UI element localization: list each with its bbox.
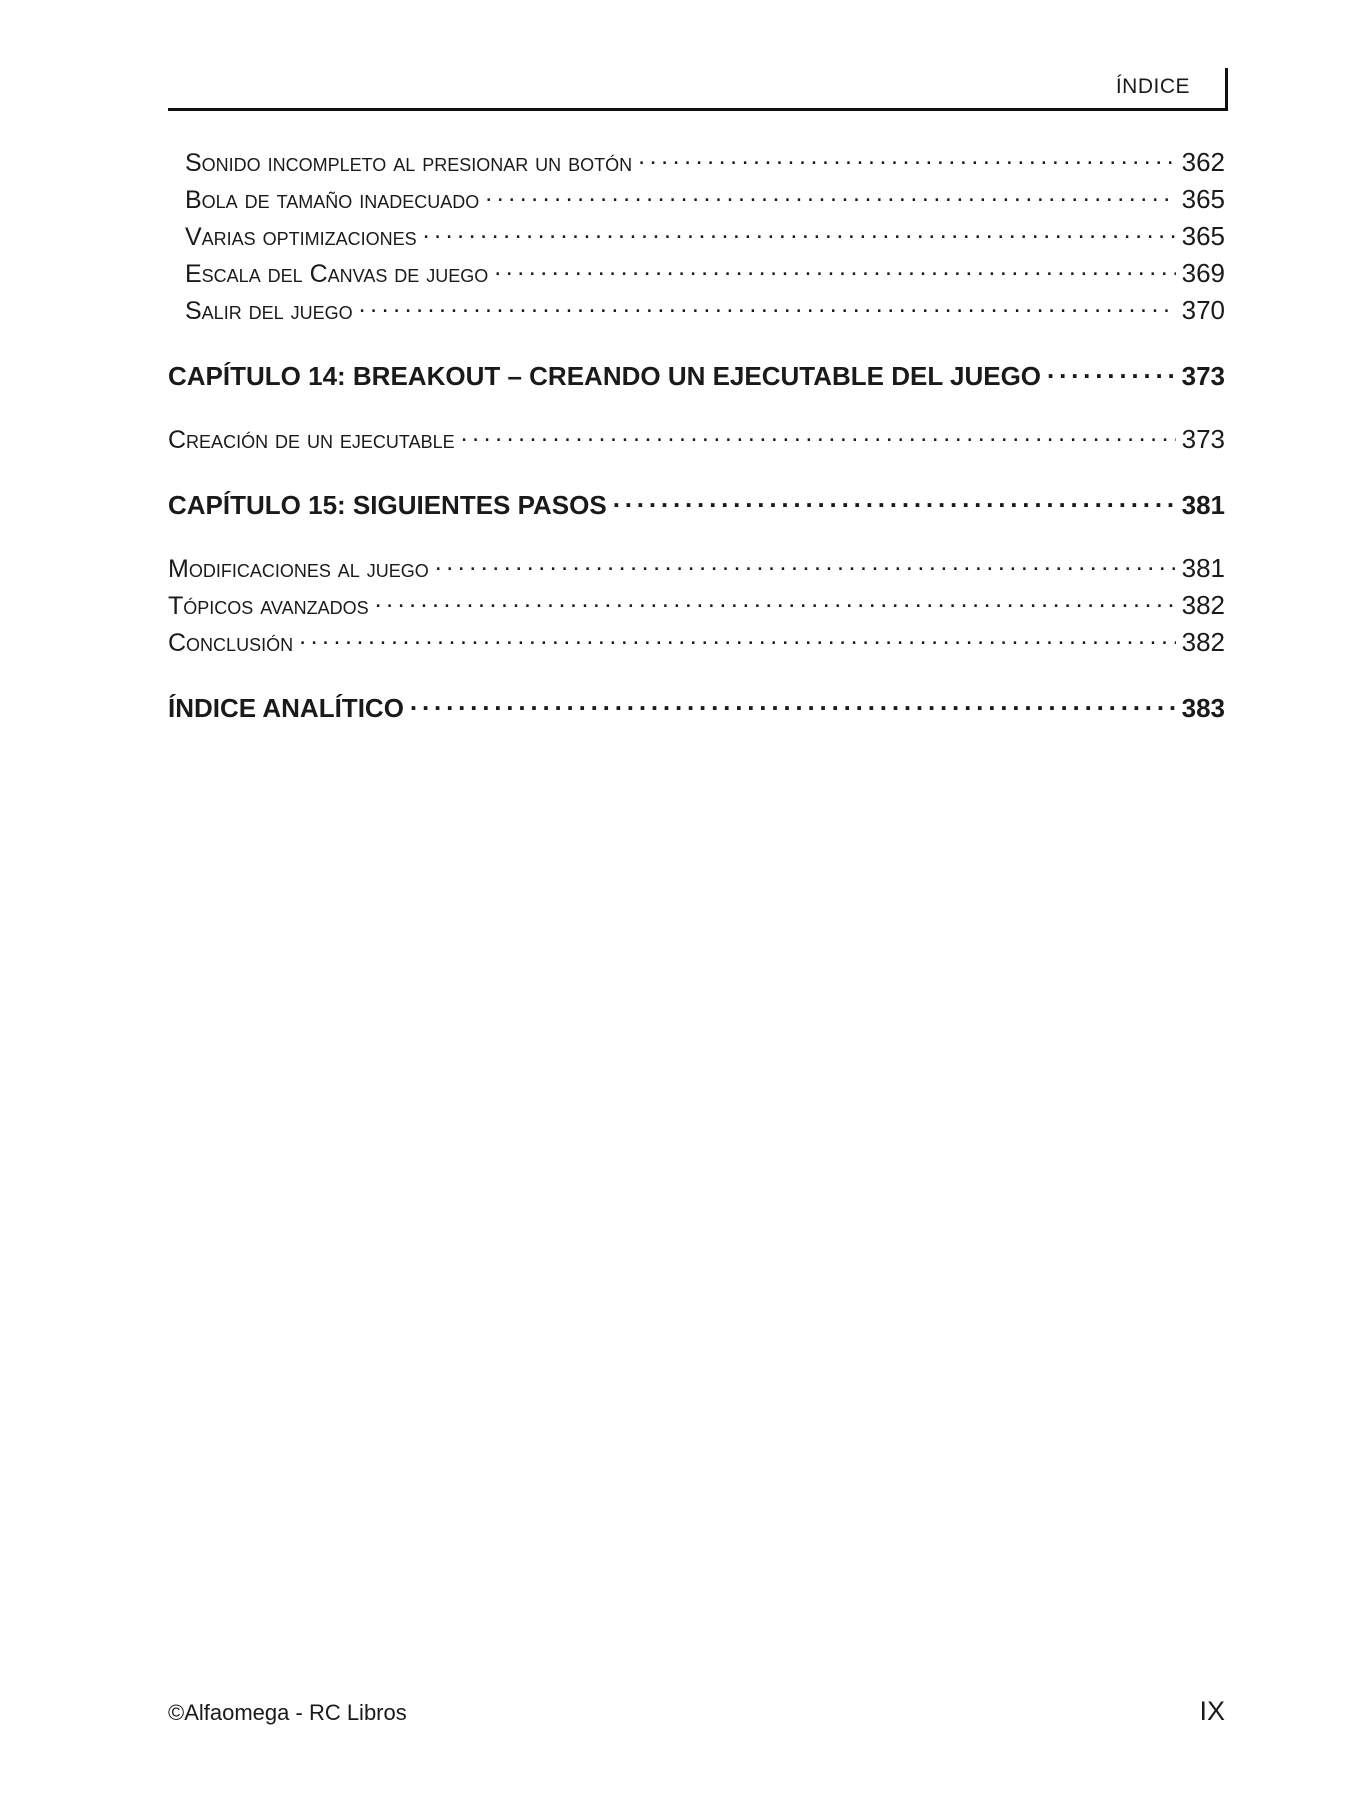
toc-entry-page: 365 [1181, 184, 1225, 214]
spacer [168, 663, 1225, 691]
spacer [168, 460, 1225, 488]
toc-entry [168, 552, 1225, 589]
toc-entry-label: Varias optimizaciones [185, 223, 417, 251]
spacer [168, 331, 1225, 359]
toc-entry [168, 294, 1225, 331]
running-header [168, 68, 1228, 111]
table-of-contents [168, 146, 1225, 731]
dot-leader [410, 691, 1176, 717]
dot-leader [435, 552, 1176, 577]
publisher-credit: ©Alfaomega - RC Libros [168, 1700, 407, 1725]
toc-entry-page: 370 [1181, 295, 1225, 325]
dot-leader [299, 626, 1176, 651]
toc-entry-label: Tópicos avanzados [168, 592, 369, 620]
toc-entry-label: Creación de un ejecutable [168, 426, 455, 454]
toc-entry-label: Escala del Canvas de juego [185, 260, 489, 288]
dot-leader [359, 294, 1176, 319]
toc-entry [168, 183, 1225, 220]
toc-entry-page: 365 [1181, 221, 1225, 251]
toc-entry-page: 373 [1181, 424, 1225, 454]
toc-entry [168, 423, 1225, 460]
toc-entry-label: Salir del juego [185, 297, 353, 325]
toc-chapter-entry [168, 691, 1225, 731]
toc-chapter-label: CAPÍTULO 14: BREAKOUT – CREANDO UN EJECUTABLE DEL JUEGO [168, 361, 1042, 391]
toc-chapter-entry [168, 488, 1225, 528]
toc-entry [168, 146, 1225, 183]
spacer [168, 528, 1225, 552]
toc-chapter-label: CAPÍTULO 15: SIGUIENTES PASOS [168, 490, 607, 520]
toc-entry [168, 257, 1225, 294]
dot-leader [461, 423, 1176, 448]
toc-entry [168, 220, 1225, 257]
toc-chapter-label: ÍNDICE ANALÍTICO [168, 693, 404, 723]
dot-leader [423, 220, 1176, 245]
running-footer [168, 1696, 1225, 1732]
toc-chapter-page: 381 [1181, 490, 1225, 520]
toc-entry-page: 369 [1181, 258, 1225, 288]
toc-chapter-page: 383 [1181, 693, 1225, 723]
toc-chapter-entry [168, 359, 1225, 399]
dot-leader [613, 488, 1176, 514]
page-number: IX [1199, 1696, 1225, 1726]
dot-leader [638, 146, 1175, 171]
dot-leader [494, 257, 1175, 282]
spacer [168, 399, 1225, 423]
toc-entry-label: Conclusión [168, 629, 294, 657]
toc-entry-page: 362 [1181, 147, 1225, 177]
toc-chapter-page: 373 [1181, 361, 1225, 391]
dot-leader [1047, 359, 1176, 385]
toc-entry-page: 382 [1181, 590, 1225, 620]
toc-entry-label: Sonido incompleto al presionar un botón [185, 149, 633, 177]
toc-entry-page: 381 [1181, 553, 1225, 583]
toc-entry [168, 589, 1225, 626]
header-vertical-rule [1225, 68, 1228, 110]
toc-entry-label: Bola de tamaño inadecuado [185, 186, 480, 214]
running-header-title: ÍNDICE [1115, 75, 1190, 98]
toc-entry-page: 382 [1181, 627, 1225, 657]
dot-leader [375, 589, 1176, 614]
dot-leader [485, 183, 1175, 208]
toc-entry-label: Modificaciones al juego [168, 555, 429, 583]
toc-entry [168, 626, 1225, 663]
